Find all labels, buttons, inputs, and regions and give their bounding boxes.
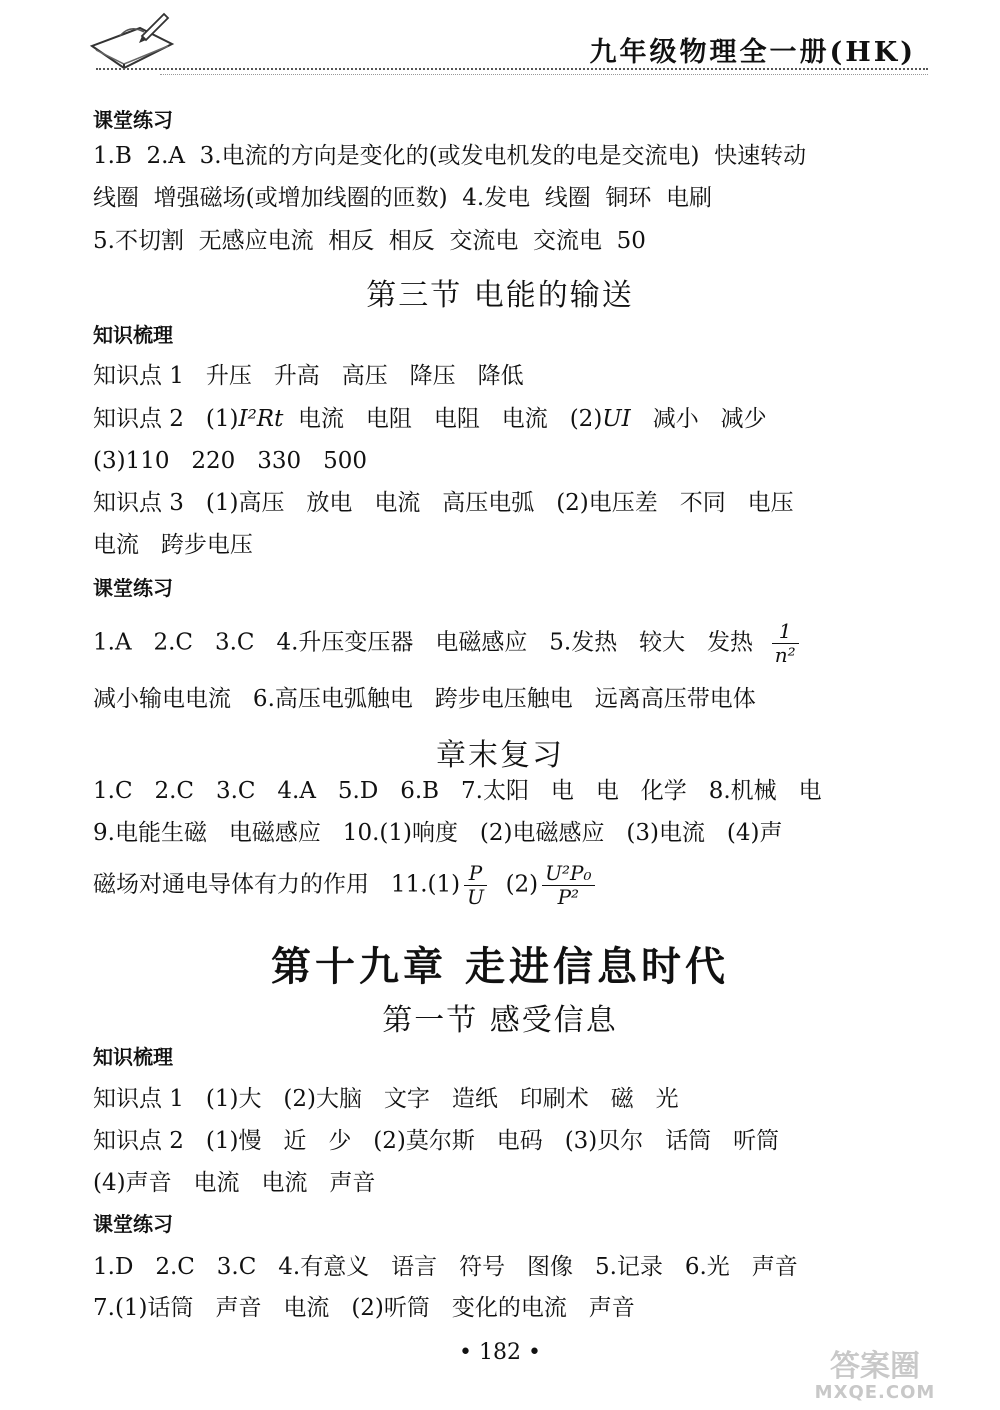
knowledge-point-2-cont: (3)110 220 330 500 [93, 448, 367, 474]
header-divider [96, 68, 928, 70]
knowledge-point-2: 知识点 2 (1)I²Rt 电流 电阻 电阻 电流 (2)UI 减小 减少 [93, 406, 767, 432]
knowledge-point-2-cont: (4)声音 电流 电流 声音 [93, 1170, 376, 1196]
knowledge-point-label: 知识点 2 [93, 406, 184, 432]
knowledge-point-2: 知识点 2 (1)慢 近 少 (2)莫尔斯 电码 (3)贝尔 话筒 听筒 [93, 1128, 780, 1154]
section-heading-knowledge: 知识梳理 [93, 323, 173, 347]
section-heading-practice: 课堂练习 [93, 576, 173, 600]
fraction-p-over-u: $\frac{P}{U}$ [464, 862, 487, 909]
fraction-u2p0-over-p2: $\frac{\text{U²P₀}}{\text{P²}}$ [542, 862, 594, 909]
answer-line: 5.不切割 无感应电流 相反 相反 交流电 交流电 50 [93, 228, 646, 254]
book-pencil-icon [84, 6, 179, 76]
answer-line: 线圈 增强磁场(或增加线圈的匝数) 4.发电 线圈 铜环 电刷 [93, 185, 713, 211]
answer-line: 7.(1)话筒 声音 电流 (2)听筒 变化的电流 声音 [93, 1295, 635, 1321]
knowledge-point-3-cont: 电流 跨步电压 [93, 532, 253, 558]
formula-power-loss: I²Rt [238, 406, 284, 432]
chapter-title: 第十九章 走进信息时代 [271, 944, 729, 990]
answer-line: 磁场对通电导体有力的作用 11.(1) $\frac{P}{U}$ (2) $\frac{\text{U²P₀}}{\text{P²}}$ [93, 862, 599, 909]
answer-line: 1.A 2.C 3.C 4.升压变压器 电磁感应 5.发热 较大 发热 $\frac{1}{\text{n²}}$ [93, 620, 803, 667]
section-heading-practice: 课堂练习 [93, 1212, 173, 1236]
answer-line: 减小输电电流 6.高压电弧触电 跨步电压触电 远离高压带电体 [93, 686, 756, 712]
review-title: 章末复习 [436, 738, 564, 773]
answer-line: 1.C 2.C 3.C 4.A 5.D 6.B 7.太阳 电 电 化学 8.机械 电 [93, 778, 822, 804]
formula-power: UI [602, 406, 631, 432]
section-heading-practice: 课堂练习 [93, 108, 173, 132]
answer-line: 1.D 2.C 3.C 4.有意义 语言 符号 图像 5.记录 6.光 声音 [93, 1254, 798, 1280]
header-divider-secondary [160, 74, 928, 75]
book-title: 九年级物理全一册(HK) [589, 37, 916, 68]
page-number: • 182 • [459, 1340, 541, 1365]
answer-line: 9.电能生磁 电磁感应 10.(1)响度 (2)电磁感应 (3)电流 (4)声 [93, 820, 783, 846]
knowledge-point-3: 知识点 3 (1)高压 放电 电流 高压电弧 (2)电压差 不同 电压 [93, 490, 794, 516]
section-title: 第一节 感受信息 [382, 1003, 618, 1038]
knowledge-point-1: 知识点 1 (1)大 (2)大脑 文字 造纸 印刷术 磁 光 [93, 1086, 679, 1112]
section-title: 第三节 电能的输送 [366, 278, 634, 313]
fraction-1-over-n2: $\frac{1}{\text{n²}}$ [772, 620, 799, 667]
knowledge-point-1: 知识点 1 升压 升高 高压 降压 降低 [93, 363, 524, 389]
watermark: 答案圈 MXQE.COM [814, 1349, 936, 1403]
answer-line: 1.B 2.A 3.电流的方向是变化的(或发电机发的电是交流电) 快速转动 [93, 143, 807, 169]
section-heading-knowledge: 知识梳理 [93, 1045, 173, 1069]
